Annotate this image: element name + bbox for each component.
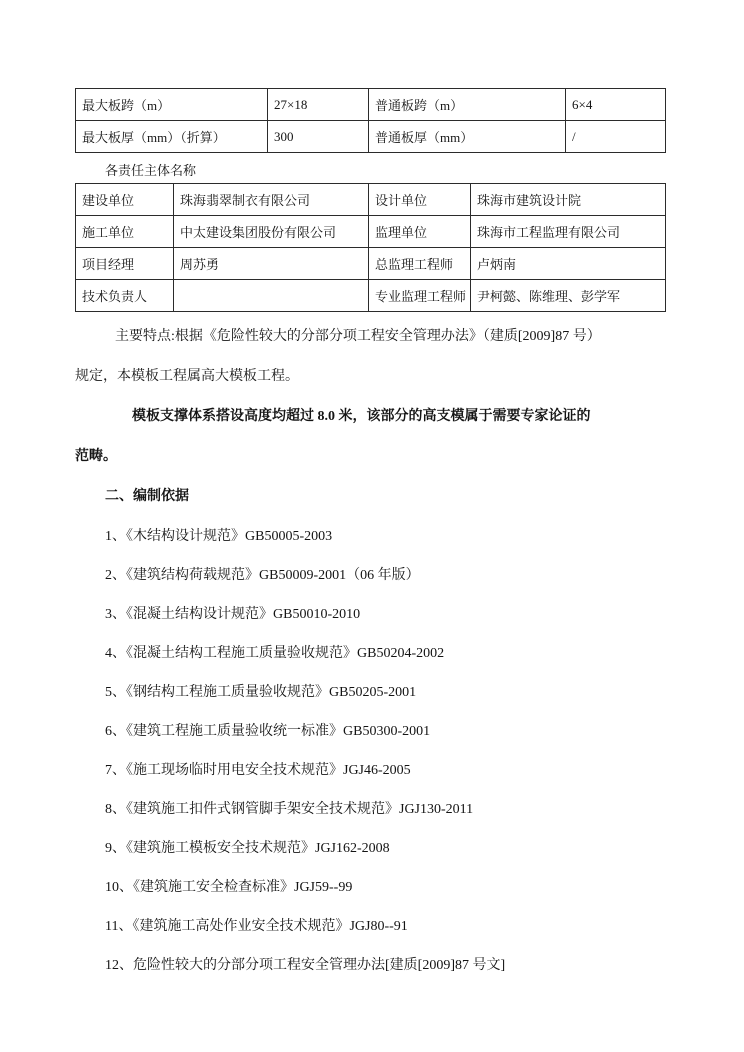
- paragraph-main-features: [75, 317, 665, 397]
- table-row: [76, 184, 666, 216]
- table-row: [76, 216, 666, 248]
- slab-spec-table: [75, 88, 666, 153]
- responsibility-section-title: 各责任主体名称: [105, 163, 197, 178]
- paragraph-line: 主要特点:根据《危险性较大的分部分项工程安全管理办法》（建质[2009]87 号）: [115, 329, 601, 344]
- table-cell: 技术负责人: [76, 280, 174, 312]
- paragraph-support-height: [75, 397, 665, 477]
- list-item: 4、《混凝土结构工程施工质量验收规范》GB50204-2002: [105, 646, 445, 661]
- responsibility-table: [75, 183, 666, 312]
- table-cell: 最大板厚（mm）（折算）: [76, 121, 268, 153]
- table-cell: 尹柯懿、陈维理、彭学军: [471, 280, 666, 312]
- table-cell: 专业监理工程师: [369, 280, 471, 312]
- list-item: 9、《建筑施工模板安全技术规范》JGJ162-2008: [105, 841, 390, 856]
- table-cell: 300: [268, 121, 369, 153]
- list-item: 3、《混凝土结构设计规范》GB50010-2010: [105, 607, 361, 622]
- reference-list: [75, 517, 665, 985]
- list-item: 10、《建筑施工安全检查标准》JGJ59--99: [105, 880, 353, 895]
- table-cell: 设计单位: [369, 184, 471, 216]
- table-cell: 项目经理: [76, 248, 174, 280]
- list-item: 12、危险性较大的分部分项工程安全管理办法[建质[2009]87 号文]: [105, 958, 506, 973]
- table-cell: 监理单位: [369, 216, 471, 248]
- table-cell: 中太建设集团股份有限公司: [174, 216, 369, 248]
- table-cell: 最大板跨（m）: [76, 89, 268, 121]
- paragraph-line: 范畴。: [75, 449, 117, 464]
- table-row: [76, 89, 666, 121]
- list-item: 5、《钢结构工程施工质量验收规范》GB50205-2001: [105, 685, 417, 700]
- table-cell: /: [566, 121, 666, 153]
- table-row: [76, 280, 666, 312]
- table-cell: 周苏勇: [174, 248, 369, 280]
- list-item: 7、《施工现场临时用电安全技术规范》JGJ46-2005: [105, 763, 411, 778]
- table-row: [76, 248, 666, 280]
- table-cell: 珠海市工程监理有限公司: [471, 216, 666, 248]
- table-cell: 普通板跨（m）: [369, 89, 566, 121]
- list-item: 1、《木结构设计规范》GB50005-2003: [105, 529, 333, 544]
- list-item: 8、《建筑施工扣件式钢管脚手架安全技术规范》JGJ130-2011: [105, 802, 474, 817]
- table-cell: 卢炳南: [471, 248, 666, 280]
- table-cell: 6×4: [566, 89, 666, 121]
- section-heading: 二、编制依据: [105, 489, 189, 504]
- table-cell: 珠海市建筑设计院: [471, 184, 666, 216]
- table-row: [76, 121, 666, 153]
- table-cell: 施工单位: [76, 216, 174, 248]
- table-cell: 总监理工程师: [369, 248, 471, 280]
- list-item: 6、《建筑工程施工质量验收统一标准》GB50300-2001: [105, 724, 431, 739]
- table-cell: 珠海翡翠制衣有限公司: [174, 184, 369, 216]
- table-cell: 27×18: [268, 89, 369, 121]
- paragraph-line: 规定，本模板工程属高大模板工程。: [75, 369, 299, 384]
- table-cell: [174, 280, 369, 312]
- list-item: 11、《建筑施工高处作业安全技术规范》JGJ80--91: [105, 919, 408, 934]
- table-cell: 普通板厚（mm）: [369, 121, 566, 153]
- list-item: 2、《建筑结构荷载规范》GB50009-2001（06 年版）: [105, 568, 420, 583]
- table-cell: 建设单位: [76, 184, 174, 216]
- paragraph-line: 模板支撑体系搭设高度均超过 8.0 米，该部分的高支模属于需要专家论证的: [132, 409, 591, 424]
